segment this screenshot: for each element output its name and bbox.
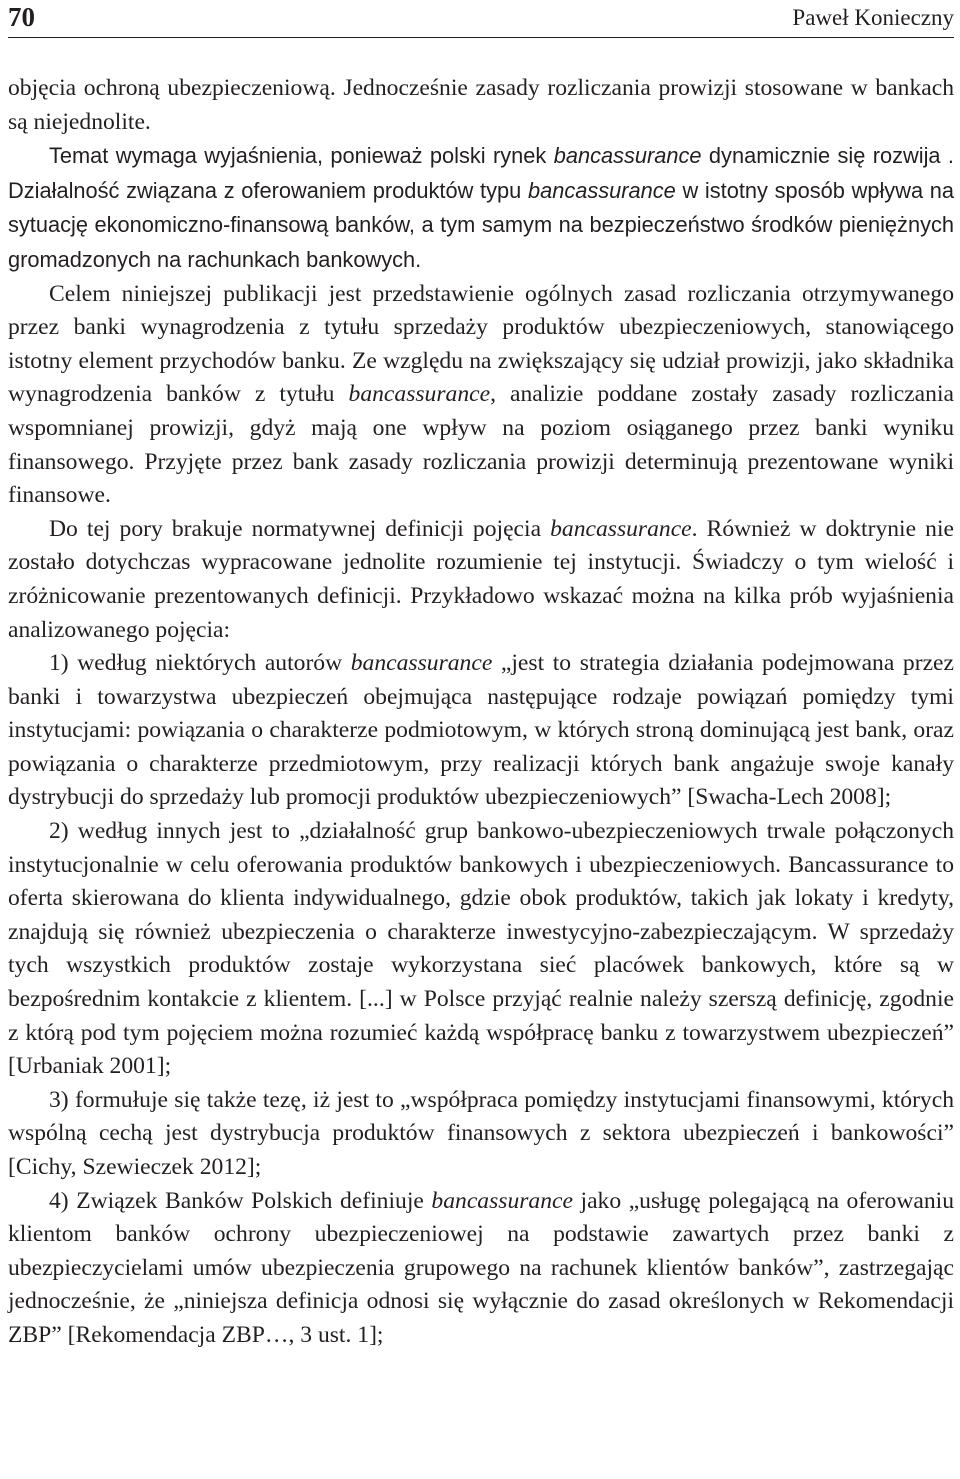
text-run: Temat wymaga wyjaśnienia, ponieważ polski rynek (49, 143, 554, 169)
text-run: 2) według innych jest to „działalność grup bankowo-ubezpieczeniowych trwale połączonych instytucjonalnie w celu oferowania produktów bankowych i ubezpieczeniowych. Bancassurance to oferta skierowana do klienta indywidualnego, gdzie obok produktów, takich jak lokaty i kredyty, znajdują się również ubezpieczenia o charakterze inwestycyjno-zabezpieczającym. W sprzedaży tych wszystkich produktów zostaje wykorzystana sieć placówek bankowych, które są w bezpośrednim kontakcie z klientem. [...] w Polsce przyjąć realnie należy szerszą definicję, zgodnie z którą pod tym pojęciem można rozumieć każdą współpracę banku z towarzystwem ubezpieczeń” [Urbaniak 2001]; (8, 818, 954, 1080)
paragraph (8, 278, 954, 513)
italic-term: bancassurance (550, 515, 692, 542)
text-run: objęcia ochroną ubezpieczeniową. Jednocześnie zasady rozliczania prowizji stosowane w bankach są niejednolite. (8, 75, 954, 135)
paragraph (8, 1084, 954, 1185)
text-run: w istotny sposób wpływa na sytuację ekonomiczno-finansową banków, a tym samym na bezpieczeństwo środków pieniężnych gromadzonych na rachunkach bankowych. (8, 177, 955, 272)
italic-term: bancassurance (527, 177, 676, 203)
text-run: „jest to strategia działania podejmowana przez banki i towarzystwa ubezpieczeń obejmująca następujące rodzaje powiązań pomiędzy tymi instytucjami: powiązania o charakterze podmiotowym, w których stroną dominującą jest bank, oraz powiązania o charakterze przedmiotowym, przy realizacji których bank angażuje swoje kanały dystrybucji do sprzedaży lub promocji produktów ubezpieczeniowych” [Swacha-Lech 2008]; (8, 650, 954, 811)
italic-term: bancassurance (348, 381, 491, 408)
document-page (8, 0, 954, 1353)
text-run: 4) Związek Banków Polskich definiuje (49, 1187, 432, 1214)
body-text (8, 72, 954, 1353)
text-run: dynamicznie się rozwija . Działalność związana z oferowaniem produktów typu (8, 143, 954, 203)
page-number: 70 (8, 2, 35, 32)
text-run: 1) według niektórych autorów (49, 650, 351, 677)
paragraph (8, 72, 954, 139)
paragraph (8, 815, 954, 1084)
running-header (8, 0, 954, 38)
text-run: Celem niniejszej publikacji jest przedstawienie ogólnych zasad rozliczania otrzymywanego przez banki wynagrodzenia z tytułu sprzedaży produktów ubezpieczeniowych, stanowiącego istotny element przychodów banku. Ze względu na zwiększający się udział prowizji, jako składnika wynagrodzenia banków z tytułu (8, 280, 954, 408)
text-run: . Również w doktrynie nie zostało dotychczas wypracowane jednolite rozumienie tej instytucji. Świadczy o tym wielość i zróżnicowanie prezentowanych definicji. Przykładowo wskazać można na kilka prób wyjaśnienia analizowanego pojęcia: (8, 515, 954, 643)
text-run: 3) formułuje się także tezę, iż jest to „współpraca pomiędzy instytucjami finansowymi, których wspólną cechą jest dystrybucja produktów finansowych z sektora ubezpieczeń i bankowości” [Cichy, Szewieczek 2012]; (8, 1086, 954, 1180)
text-run: Do tej pory brakuje normatywnej definicji pojęcia (49, 515, 551, 542)
paragraph (8, 513, 954, 647)
paragraph (8, 647, 954, 815)
italic-term: bancassurance (553, 143, 702, 169)
text-run: jako „usługę polegającą na oferowaniu klientom banków ochrony ubezpieczeniowej na podstawie zawartych przez banki z ubezpieczycielami umów ubezpieczenia grupowego na rachunek klientów banków”, zastrzegając jednocześnie, że „niniejsza definicja odnosi się wyłącznie do zasad określonych w Rekomendacji ZBP” [Rekomendacja ZBP…, 3 ust. 1]; (8, 1187, 954, 1348)
paragraph (8, 139, 954, 277)
italic-term: bancassurance (350, 650, 493, 677)
text-run: , analizie poddane zostały zasady rozliczania wspomnianej prowizji, gdyż mają one wpływ na poziom osiąganego przez banki wyniku finansowego. Przyjęte przez bank zasady rozliczania prowizji determinują prezentowane wyniki finansowe. (8, 381, 954, 509)
paragraph (8, 1185, 954, 1353)
running-head-author: Paweł Konieczny (792, 5, 954, 30)
italic-term: bancassurance (431, 1187, 573, 1214)
